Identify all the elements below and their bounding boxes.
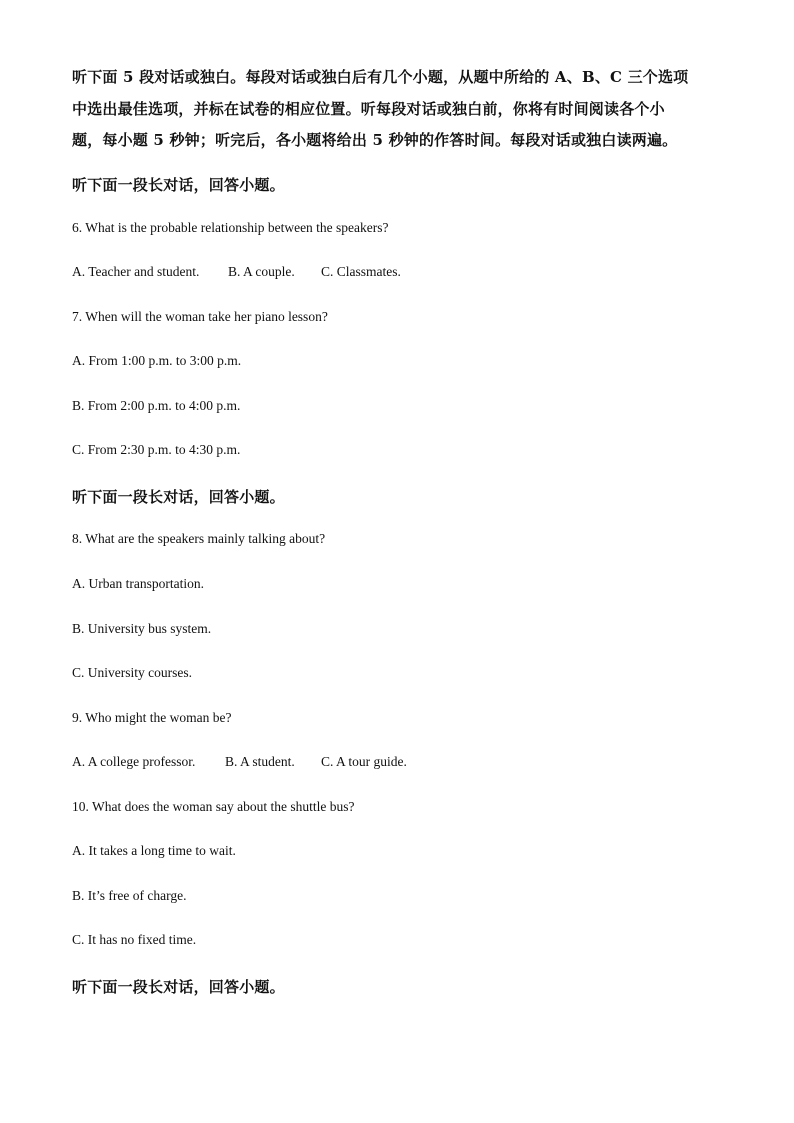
question-6-option-c: C. Classmates. [321, 264, 401, 279]
section-header-3: 听下面一段长对话，回答小题。 [72, 978, 285, 996]
question-6-option-a: A. Teacher and student. [72, 264, 200, 279]
question-10-option-c: C. It has no fixed time. [72, 932, 197, 947]
question-7-prompt: 7. When will the woman take her piano lesson? [72, 309, 328, 324]
question-10-prompt: 10. What does the woman say about the shuttle bus? [72, 799, 355, 814]
question-8-prompt: 8. What are the speakers mainly talking about? [72, 531, 326, 546]
question-8-option-c: C. University courses. [72, 665, 192, 680]
question-9-prompt: 9. Who might the woman be? [72, 710, 232, 725]
question-7-option-b: B. From 2:00 p.m. to 4:00 p.m. [72, 398, 241, 413]
question-10-option-a: A. It takes a long time to wait. [72, 843, 236, 858]
question-8-option-a: A. Urban transportation. [72, 576, 204, 591]
section-header-2: 听下面一段长对话，回答小题。 [72, 488, 285, 506]
question-9-option-a: A. A college professor. [72, 754, 196, 769]
question-9-options [72, 754, 407, 770]
instruction-line-2: 中选出最佳选项，并标在试卷的相应位置。听每段对话或独白前，你将有时间阅读各个小 [72, 100, 665, 118]
instruction-line-3: 题，每小题 5 秒钟；听完后，各小题将给出 5 秒钟的作答时间。每段对话或独白读两遍。 [72, 131, 678, 149]
instruction-line-1: 听下面 5 段对话或独白。每段对话或独白后有几个小题，从题中所给的 A、B、C 三个选项 [72, 68, 689, 86]
section-header-1: 听下面一段长对话，回答小题。 [72, 176, 285, 194]
question-9-option-b: B. A student. [225, 754, 295, 769]
question-6-prompt: 6. What is the probable relationship between the speakers? [72, 220, 389, 235]
question-7-option-c: C. From 2:30 p.m. to 4:30 p.m. [72, 442, 241, 457]
question-9-option-c: C. A tour guide. [321, 754, 407, 769]
question-7-option-a: A. From 1:00 p.m. to 3:00 p.m. [72, 353, 242, 368]
question-10-option-b: B. It’s free of charge. [72, 888, 187, 903]
question-6-options [72, 264, 401, 280]
question-8-option-b: B. University bus system. [72, 621, 212, 636]
question-6-option-b: B. A couple. [228, 264, 295, 279]
